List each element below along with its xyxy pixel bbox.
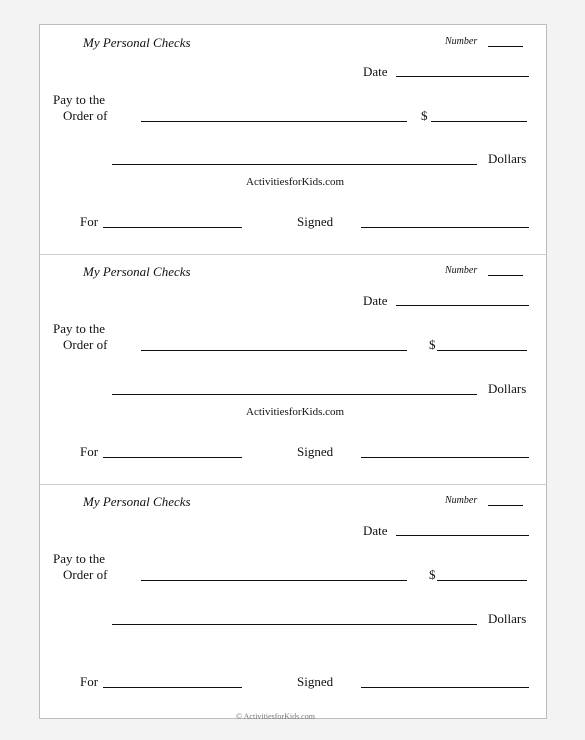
dollar-sign: $ xyxy=(429,337,436,352)
order-of-label: Order of xyxy=(63,567,108,582)
footer-copyright: © ActivitiesforKids.com xyxy=(236,712,315,721)
memo-field[interactable] xyxy=(103,457,242,458)
signed-label: Signed xyxy=(297,214,334,229)
payee-field[interactable] xyxy=(141,350,407,351)
date-field[interactable] xyxy=(396,535,529,536)
date-field[interactable] xyxy=(396,76,529,77)
number-label: Number xyxy=(445,36,478,47)
date-label: Date xyxy=(363,523,388,538)
signed-label: Signed xyxy=(297,444,334,459)
signature-field[interactable] xyxy=(361,457,529,458)
memo-field[interactable] xyxy=(103,687,242,688)
number-field[interactable] xyxy=(488,46,523,47)
pay-to-label: Pay to the xyxy=(53,92,105,107)
personal-check xyxy=(40,25,546,255)
pay-to-label: Pay to the xyxy=(53,551,105,566)
signature-field[interactable] xyxy=(361,227,529,228)
dollars-label: Dollars xyxy=(488,611,527,626)
for-label: For xyxy=(80,214,99,229)
amount-field[interactable] xyxy=(437,350,527,351)
pay-to-label: Pay to the xyxy=(53,321,105,336)
number-field[interactable] xyxy=(488,505,523,506)
dollar-sign: $ xyxy=(421,108,428,123)
payee-field[interactable] xyxy=(141,121,407,122)
date-label: Date xyxy=(363,64,388,79)
dollar-sign: $ xyxy=(429,567,436,582)
website-text: ActivitiesforKids.com xyxy=(246,176,345,188)
dollars-label: Dollars xyxy=(488,151,527,166)
date-field[interactable] xyxy=(396,305,529,306)
order-of-label: Order of xyxy=(63,337,108,352)
for-label: For xyxy=(80,444,99,459)
personal-check xyxy=(40,485,546,720)
memo-field[interactable] xyxy=(103,227,242,228)
signature-field[interactable] xyxy=(361,687,529,688)
for-label: For xyxy=(80,674,99,689)
check-title: My Personal Checks xyxy=(83,35,191,50)
number-label: Number xyxy=(445,265,478,276)
amount-field[interactable] xyxy=(437,580,527,581)
date-label: Date xyxy=(363,293,388,308)
dollars-label: Dollars xyxy=(488,381,527,396)
website-text: ActivitiesforKids.com xyxy=(246,406,345,418)
amount-field[interactable] xyxy=(431,121,527,122)
payee-field[interactable] xyxy=(141,580,407,581)
amount-words-field[interactable] xyxy=(112,394,477,395)
number-field[interactable] xyxy=(488,275,523,276)
check-title: My Personal Checks xyxy=(83,494,191,509)
amount-words-field[interactable] xyxy=(112,164,477,165)
order-of-label: Order of xyxy=(63,108,108,123)
check-title: My Personal Checks xyxy=(83,264,191,279)
number-label: Number xyxy=(445,495,478,506)
personal-check xyxy=(40,255,546,485)
amount-words-field[interactable] xyxy=(112,624,477,625)
signed-label: Signed xyxy=(297,674,334,689)
check-sheet xyxy=(39,24,547,719)
